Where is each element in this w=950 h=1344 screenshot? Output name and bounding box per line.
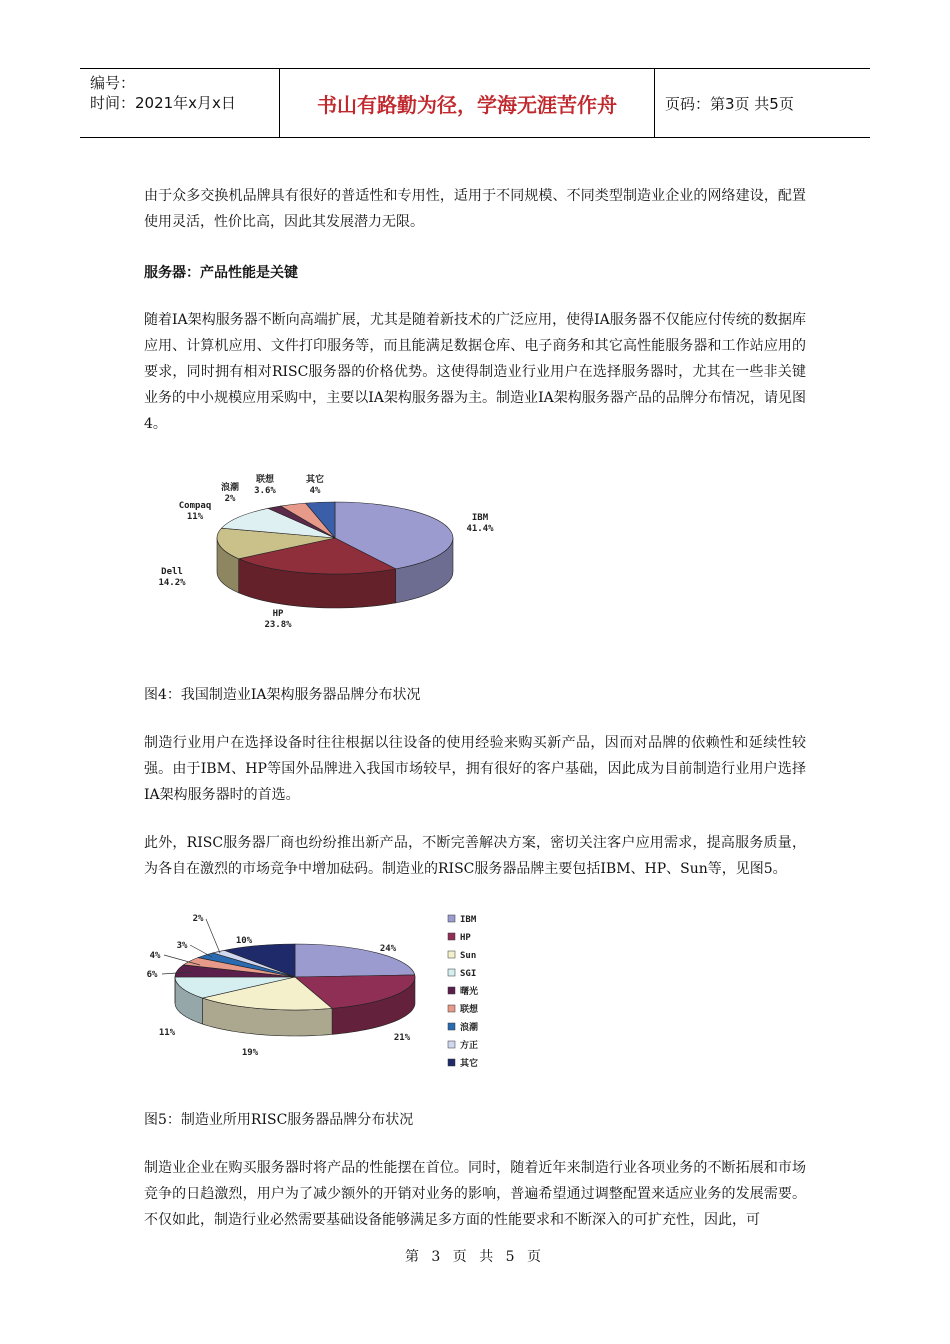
slice-name-1-5: 联想: [255, 475, 275, 485]
slice-label-1-1: 23.8%: [264, 620, 292, 630]
legend-swatch-3: [448, 969, 455, 976]
legend-swatch-8: [448, 1059, 455, 1066]
serial-label: 编号：: [90, 74, 136, 92]
leader-line-2-6: [190, 945, 212, 957]
legend-swatch-5: [448, 1005, 455, 1012]
page-label: 页码：第3页 共5页: [665, 94, 794, 113]
leader-line-2-7: [206, 919, 220, 953]
date-label: 时间：2021年x月x日: [90, 94, 236, 112]
page-footer: [0, 1246, 950, 1266]
legend-label-4: 曙光: [460, 987, 479, 997]
footer-text: 第 3 页 共 5 页: [404, 1249, 546, 1265]
slice-label-2-4: 6%: [146, 970, 158, 980]
slice-label-1-5: 3.6%: [254, 486, 276, 496]
figure-4-caption: 图4：我国制造业IA架构服务器品牌分布状况: [144, 687, 421, 703]
slice-label-2-7: 2%: [192, 914, 204, 924]
figure-5-caption: 图5：制造业所用RISC服务器品牌分布状况: [144, 1112, 414, 1128]
legend-label-5: 联想: [460, 1005, 479, 1015]
paragraph-4: 此外，RISC服务器厂商也纷纷推出新产品，不断完善解决方案，密切关注客户应用需求，提高服务质量，为各自在激烈的市场竞争中增加砝码。制造业的RISC服务器品牌主要包括IBM、HP、Sun等，见图5。: [144, 835, 806, 877]
slice-name-1-0: IBM: [471, 513, 489, 523]
slice-label-1-3: 11%: [186, 512, 204, 522]
slice-name-1-6: 其它: [305, 475, 325, 485]
slice-label-2-5: 4%: [149, 951, 161, 961]
legend-label-7: 方正: [460, 1041, 479, 1051]
paragraph-3: 制造行业用户在选择设备时往往根据以往设备的使用经验来购买新产品，因而对品牌的依赖性和延续性较强。由于IBM、HP等国外品牌进入我国市场较早，拥有很好的客户基础，因此成为目前制造行业用户选择IA架构服务器时的首选。: [144, 735, 806, 803]
slice-label-1-4: 2%: [224, 494, 236, 504]
slice-label-2-3: 11%: [158, 1028, 176, 1038]
motto: 书山有路勤为径，学海无涯苦作舟: [280, 69, 655, 137]
risc-server-pie-chart: [140, 905, 500, 1070]
slice-label-2-0: 24%: [379, 944, 397, 954]
header-table: [80, 68, 870, 138]
slice-label-1-2: 14.2%: [158, 578, 186, 588]
pie-slice-2-0: [295, 944, 415, 977]
slice-name-1-4: 浪潮: [220, 483, 240, 493]
paragraph-2: 随着IA架构服务器不断向高端扩展，尤其是随着新技术的广泛应用，使得IA服务器不仅能应付传统的数据库应用、计算机应用、文件打印服务等，而且能满足数据仓库、电子商务和其它高性能服务器和工作站应用的要求，同时拥有相对RISC服务器的价格优势。这使得制造业行业用户在选择服务器时，尤其在一些非关键业务的中小规模应用采购中，主要以IA架构服务器为主。制造业IA架构服务器产品的品牌分布情况，请见图4。: [144, 312, 806, 432]
legend-swatch-1: [448, 933, 455, 940]
slice-name-1-2: Dell: [161, 567, 183, 577]
paragraph-5: 制造业企业在购买服务器时将产品的性能摆在首位。同时，随着近年来制造行业各项业务的不断拓展和市场竞争的日趋激烈，用户为了减少额外的开销对业务的影响，普遍希望通过调整配置来适应业务的发展需要。不仅如此，制造行业必然需要基础设备能够满足多方面的性能要求和不断深入的可扩充性，因此，可: [144, 1160, 806, 1228]
legend-swatch-4: [448, 987, 455, 994]
legend-swatch-7: [448, 1041, 455, 1048]
header-left-cell: [80, 69, 280, 137]
legend-label-3: SGI: [460, 969, 477, 979]
slice-label-1-0: 41.4%: [466, 524, 494, 534]
slice-label-2-8: 10%: [235, 936, 253, 946]
legend-label-0: IBM: [460, 915, 477, 925]
slice-name-1-3: Compaq: [178, 501, 212, 511]
legend-swatch-6: [448, 1023, 455, 1030]
legend-swatch-0: [448, 915, 455, 922]
paragraph-1: 由于众多交换机品牌具有很好的普适性和专用性，适用于不同规模、不同类型制造业企业的网络建设，配置使用灵活，性价比高，因此其发展潜力无限。: [144, 188, 806, 230]
legend-label-1: HP: [460, 933, 471, 943]
slice-label-2-2: 19%: [241, 1048, 259, 1058]
section-heading: 服务器：产品性能是关键: [144, 265, 298, 281]
slice-name-1-1: HP: [272, 609, 284, 619]
legend-swatch-2: [448, 951, 455, 958]
legend-label-8: 其它: [460, 1059, 479, 1069]
legend-label-6: 浪潮: [460, 1023, 479, 1033]
slice-label-2-6: 3%: [176, 941, 188, 951]
ia-server-pie-chart: [150, 470, 520, 640]
legend-label-2: Sun: [460, 951, 477, 961]
slice-label-1-6: 4%: [309, 486, 321, 496]
slice-label-2-1: 21%: [393, 1033, 411, 1043]
